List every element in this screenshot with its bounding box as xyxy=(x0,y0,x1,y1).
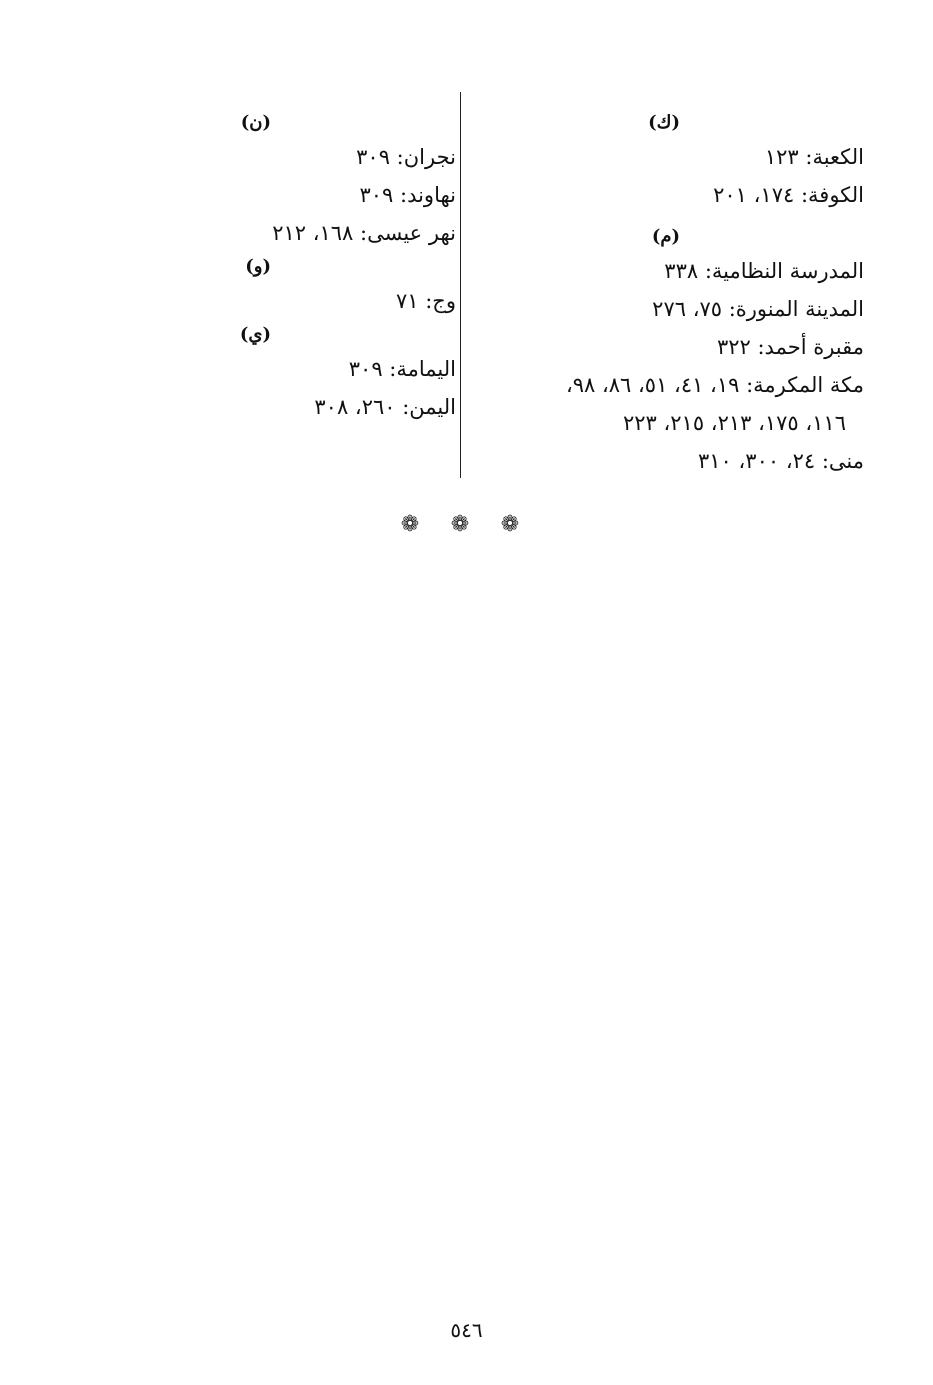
index-entry: المدرسة النظامية: ٣٣٨ xyxy=(664,259,864,283)
index-section-waw xyxy=(240,252,456,320)
section-letter: (ك) xyxy=(648,112,680,133)
page-number: ٥٤٦ xyxy=(450,1318,483,1342)
index-column-right xyxy=(464,108,864,480)
index-columns xyxy=(236,108,864,478)
index-entry: الكعبة: ١٢٣ xyxy=(764,145,864,169)
index-entry: نهاوند: ٣٠٩ xyxy=(359,183,456,207)
section-letter: (ي) xyxy=(239,324,271,345)
section-letter: (و) xyxy=(245,256,271,277)
index-entry xyxy=(464,366,864,442)
index-entry: وج: ٧١ xyxy=(395,289,456,313)
section-end-ornaments xyxy=(395,510,525,540)
section-letter: (م) xyxy=(651,226,680,247)
flower-ornament-icon: ❁ xyxy=(500,512,520,537)
index-section-kaf xyxy=(464,108,864,214)
index-section-mim xyxy=(464,222,864,480)
index-entry-text: مكة المكرمة: ١٩، ٤١، ٥١، ٨٦، ٩٨، xyxy=(565,373,864,397)
index-section-nun xyxy=(240,108,456,252)
index-entry: مقبرة أحمد: ٣٢٢ xyxy=(716,335,864,359)
index-entry: منى: ٢٤، ٣٠٠، ٣١٠ xyxy=(698,449,864,473)
index-entry: الكوفة: ١٧٤، ٢٠١ xyxy=(713,183,864,207)
flower-ornament-icon: ❁ xyxy=(450,512,470,537)
index-entry: نجران: ٣٠٩ xyxy=(356,145,456,169)
index-entry-continuation: ١١٦، ١٧٥، ٢١٣، ٢١٥، ٢٢٣ xyxy=(622,411,846,435)
index-section-ya xyxy=(240,320,456,426)
index-entry: اليمن: ٢٦٠، ٣٠٨ xyxy=(314,395,456,419)
flower-ornament-icon: ❁ xyxy=(400,512,420,537)
section-letter: (ن) xyxy=(240,112,271,133)
index-entry: اليمامة: ٣٠٩ xyxy=(348,357,456,381)
index-column-left xyxy=(240,108,456,426)
index-entry: المدينة المنورة: ٧٥، ٢٧٦ xyxy=(652,297,864,321)
index-entry: نهر عيسى: ١٦٨، ٢١٢ xyxy=(272,221,456,245)
